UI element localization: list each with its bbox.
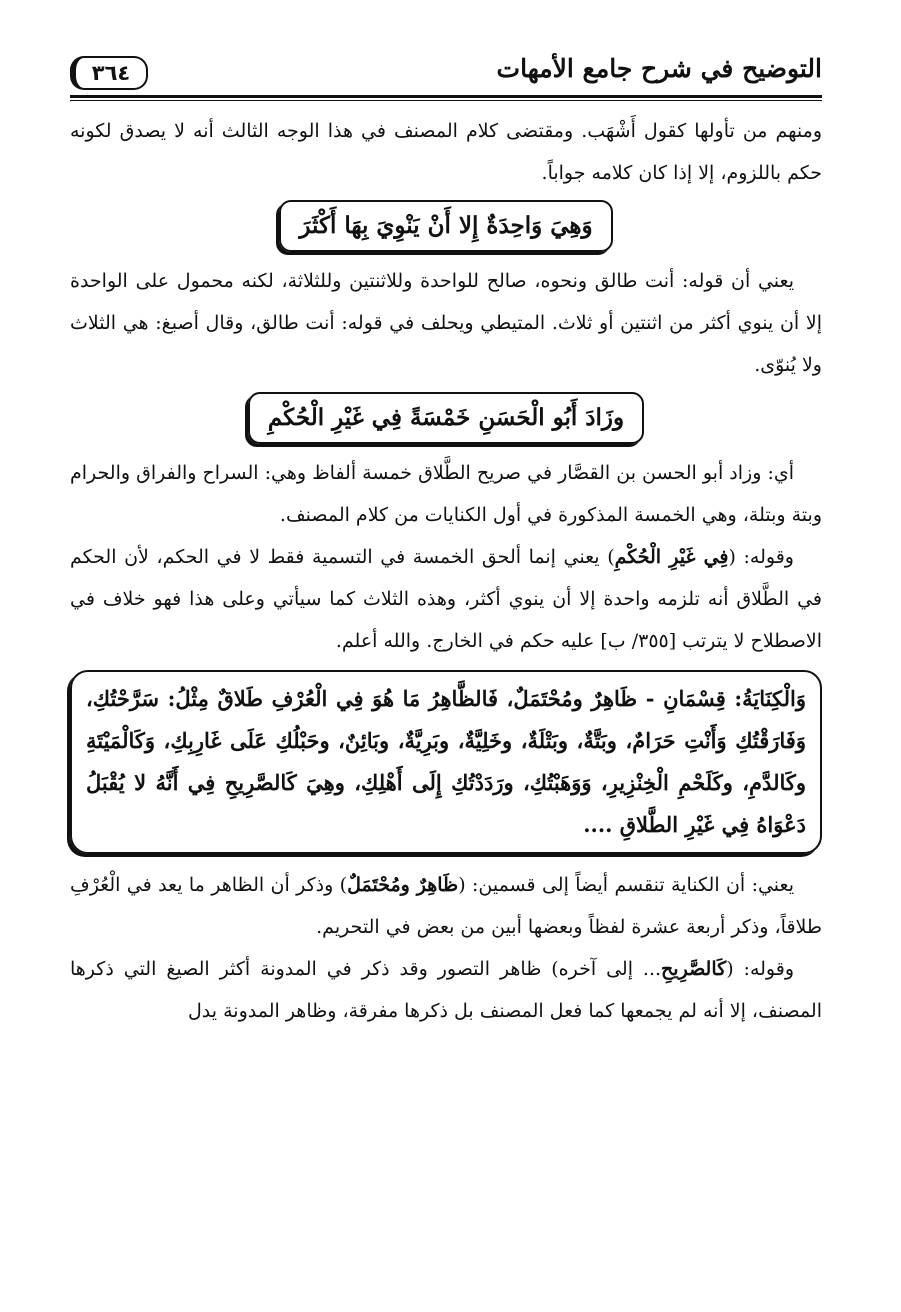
p4-quote: فِي غَيْرِ الْحُكْمِ xyxy=(614,546,729,568)
header-rule xyxy=(70,95,822,98)
book-title: التوضيح في شرح جامع الأمهات xyxy=(496,54,822,83)
p4-rest: ) يعني إنما ألحق الخمسة في التسمية فقط لا في الحكم، لأن الحكم في الطَّلاق أنه تلزمه واحدة إلا أن ينوي أكثر، وهذه الثلاث كما سيأتي وعلى هذا فهو خلاف في الاصطلاح لا يترتب [٣٥٥/ ب] عليه حكم في الخارج. والله أعلم. xyxy=(70,546,822,652)
paragraph-5 xyxy=(70,864,822,948)
p4-prefix: وقوله: ( xyxy=(728,546,794,568)
paragraph-6 xyxy=(70,948,822,1032)
p6-rest: ... إلى آخره) ظاهر التصور وقد ذكر في المدونة أكثر الصيغ التي ذكرها المصنف، إلا أنه لم يجمعها كما فعل المصنف بل ذكرها مفرقة، وظاهر المدونة يدل xyxy=(70,958,822,1022)
matn-box-1: وَهِيَ وَاحِدَةٌ إِلا أَنْ يَنْوِيَ بِهَا أَكْثَرَ xyxy=(279,200,612,252)
page-number: ٣٦٤ xyxy=(70,56,148,90)
paragraph-3: أي: وزاد أبو الحسن بن القصَّار في صريح الطَّلاق خمسة ألفاظ وهي: السراح والفراق والحرام وبتة وبتلة، وهي الخمسة المذكورة في أول الكنايات من كلام المصنف. xyxy=(70,462,822,526)
paragraph-4 xyxy=(70,536,822,662)
matn-box-2: وزَادَ أَبُو الْحَسَنِ خَمْسَةً فِي غَيْرِ الْحُكْمِ xyxy=(248,392,644,444)
p5-rest: ) وذكر أن الظاهر ما يعد في الْعُرْفِ طلاقاً، وذكر أربعة عشرة لفظاً وبعضها أبين من بعض في التحريم. xyxy=(70,874,822,938)
p5-quote: ظَاهِرٌ ومُحْتَمَلٌ xyxy=(347,874,459,896)
paragraph-1: ومنهم من تأولها كقول أَشْهَب. ومقتضى كلام المصنف في هذا الوجه الثالث أنه لا يصدق لكونه حكم باللزوم، إلا إذا كان كلامه جواباً. xyxy=(70,120,822,184)
p6-quote: كَالصَّرِيحِ xyxy=(661,958,727,980)
page xyxy=(70,40,822,1280)
header-rule-thin xyxy=(70,100,822,101)
page-header xyxy=(70,40,822,98)
p6-prefix: وقوله: ( xyxy=(726,958,794,980)
paragraph-2: يعني أن قوله: أنت طالق ونحوه، صالح للواحدة وللاثنتين وللثلاثة، لكنه محمول على الواحدة إلا أن ينوي أكثر من اثنتين أو ثلاث. المتيطي ويحلف في قوله: أنت طالق، وقال أصبغ: هي الثلاث ولا يُنوّى. xyxy=(70,270,822,376)
matn-box-3: وَالْكِنَايَةُ: قِسْمَانِ - ظَاهِرٌ ومُحْتَمَلٌ، فَالظَّاهِرُ مَا هُوَ فِي الْعُرْفِ طَلاقٌ مِثْلُ: سَرَّحْتُكِ، وَفَارَقْتُكِ وَأَنْتِ حَرَامٌ، وبَتَّةٌ، وبَتْلَةٌ، وخَلِيَّةٌ، وبَرِيَّةٌ، وبَائِنٌ، وحَبْلُكِ عَلَى غَارِبِكِ، وَكَالْمَيْتَةِ وكَالدَّمِ، وكَلَحْمِ الْخِنْزِيرِ، وَوَهَبْتُكِ، ورَدَدْتُكِ إِلَى أَهْلِكِ، وهِيَ كَالصَّرِيحِ فِي أَنَّهُ لا يُقْبَلُ دَعْوَاهُ فِي غَيْرِ الطَّلاقِ .... xyxy=(70,670,822,854)
p5-prefix: يعني: أن الكناية تنقسم أيضاً إلى قسمين: ( xyxy=(458,874,794,896)
